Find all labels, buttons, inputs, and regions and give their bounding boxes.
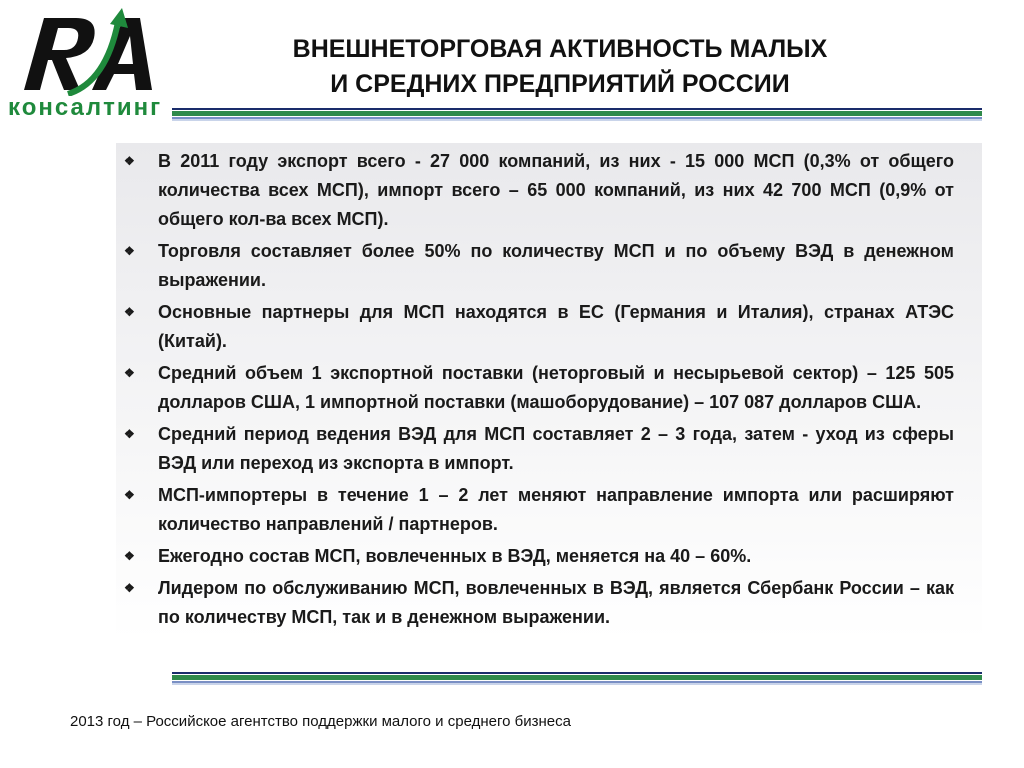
bullet-item bbox=[116, 420, 954, 478]
bullet-text: Ежегодно состав МСП, вовлеченных в ВЭД, меняется на 40 – 60%. bbox=[158, 546, 752, 566]
bullet-list bbox=[116, 147, 954, 635]
bullet-diamond-icon: ❖ bbox=[124, 427, 135, 441]
bullet-item bbox=[116, 298, 954, 356]
bullet-text: Торговля составляет более 50% по количеству МСП и по объему ВЭД в денежном выражении. bbox=[158, 241, 954, 290]
bullet-text: Средний объем 1 экспортной поставки (неторговый и несырьевой сектор) – 125 505 долларов США, 1 импортной поставки (машоборудование) – 107 087 долларов США. bbox=[158, 363, 954, 412]
bullet-text: В 2011 году экспорт всего - 27 000 компаний, из них - 15 000 МСП (0,3% от общего количества всех МСП), импорт всего – 65 000 компаний, из них 42 700 МСП (0,9% от общего кол-ва всех МСП). bbox=[158, 151, 954, 229]
bullet-diamond-icon: ❖ bbox=[124, 305, 135, 319]
bullet-item bbox=[116, 359, 954, 417]
bullet-item bbox=[116, 574, 954, 632]
bullet-item bbox=[116, 147, 954, 234]
bullet-diamond-icon: ❖ bbox=[124, 581, 135, 595]
page-title bbox=[210, 32, 910, 102]
logo-caption: консалтинг bbox=[8, 94, 163, 121]
bullet-text: Лидером по обслуживанию МСП, вовлеченных в ВЭД, является Сбербанк России – как по количеству МСП, так и в денежном выражении. bbox=[158, 578, 954, 627]
bullet-diamond-icon: ❖ bbox=[124, 549, 135, 563]
bullet-item bbox=[116, 237, 954, 295]
logo-mark bbox=[14, 8, 164, 96]
header-divider bbox=[172, 108, 982, 122]
content-panel bbox=[116, 143, 982, 640]
footer-source: 2013 год – Российское агентство поддержки малого и среднего бизнеса bbox=[70, 713, 571, 730]
bullet-diamond-icon: ❖ bbox=[124, 244, 135, 258]
title-line-1: ВНЕШНЕТОРГОВАЯ АКТИВНОСТЬ МАЛЫХ bbox=[292, 35, 828, 63]
logo-letter-r bbox=[24, 18, 95, 90]
bullet-diamond-icon: ❖ bbox=[124, 366, 135, 380]
footer-divider bbox=[172, 672, 982, 686]
bullet-diamond-icon: ❖ bbox=[124, 154, 135, 168]
bullet-item bbox=[116, 481, 954, 539]
company-logo bbox=[0, 0, 180, 132]
logo-letter-a bbox=[92, 18, 152, 90]
bullet-item bbox=[116, 542, 954, 571]
bullet-text: Основные партнеры для МСП находятся в ЕС (Германия и Италия), странах АТЭС (Китай). bbox=[158, 302, 954, 351]
bullet-diamond-icon: ❖ bbox=[124, 488, 135, 502]
title-line-2: И СРЕДНИХ ПРЕДПРИЯТИЙ РОССИИ bbox=[330, 70, 790, 98]
bullet-text: Средний период ведения ВЭД для МСП составляет 2 – 3 года, затем - уход из сферы ВЭД или переход из экспорта в импорт. bbox=[158, 424, 954, 473]
bullet-text: МСП-импортеры в течение 1 – 2 лет меняют направление импорта или расширяют количество направлений / партнеров. bbox=[158, 485, 954, 534]
